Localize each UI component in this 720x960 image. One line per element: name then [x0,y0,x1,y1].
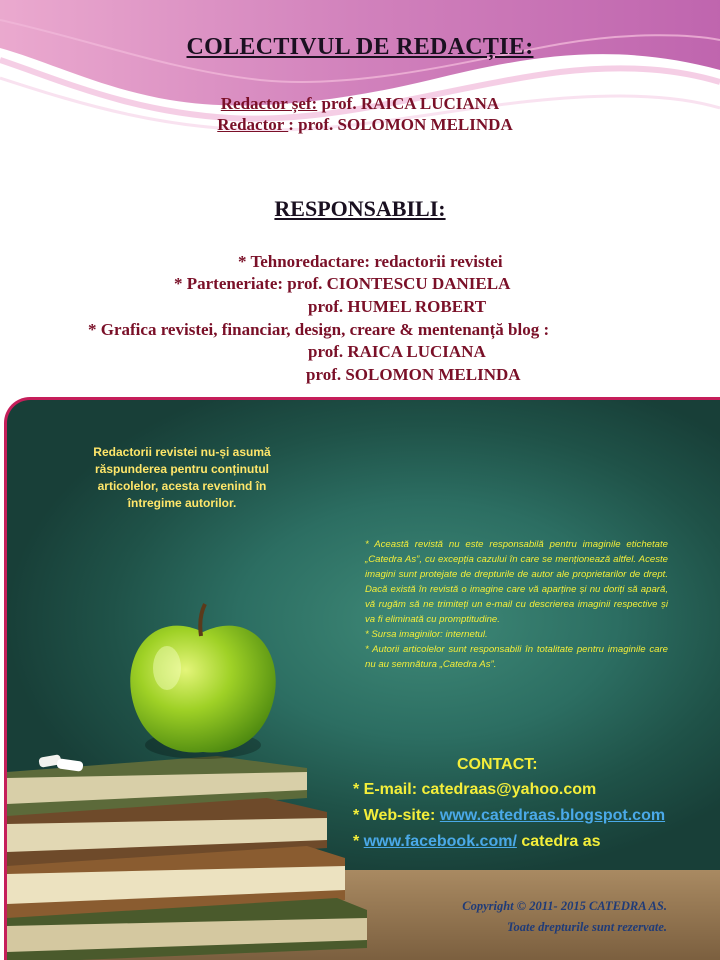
resp-line-parteneriate: * Parteneriate: prof. CIONTESCU DANIELA [174,274,511,293]
contact-email: * E-mail: catedraas@yahoo.com [353,781,597,798]
editor-name: : prof. SOLOMON MELINDA [288,115,513,134]
disclaimer-paragraph: * Sursa imaginilor: internetul. [365,629,488,640]
copyright [347,896,667,938]
disclaimer-left: Redactorii revistei nu-și asumă răspunderea pentru conținutul articolelor, acesta revenind în întregime autorilor. [93,445,271,510]
copyright-line: Copyright © 2011- 2015 CATEDRA AS. [462,899,667,913]
facebook-link[interactable]: www.facebook.com/ [363,833,517,850]
book-stack [7,756,367,960]
resp-line-grafica: * Grafica revistei, financiar, design, creare & mentenanță blog : [88,320,550,339]
facebook-prefix: * [353,833,364,850]
image-disclaimer [365,537,668,672]
chalkboard-panel [4,397,720,960]
editorial-team [0,93,720,135]
editor-chief-name: prof. RAICA LUCIANA [317,94,500,113]
disclaimer-paragraph: * Această revistă nu este responsabilă pentru imaginile etichetate „Catedra As”, cu excepția cazului în care se menționează altfel. Aceste imagini sunt protejate de drepturile de autor ale proprietarilor de drept. Dacă există în revistă o imagine care vă aparține și nu doriți să apară, vă rugăm să ne trimiteți un e-mail cu descrierea imaginii respective și va fi eliminată cu promptitudine. [365,539,668,625]
editor-line [10,114,720,135]
editor-role: Redactor [217,115,289,134]
apple [130,604,275,759]
page-title: COLECTIVUL DE REDACȚIE: [186,34,534,60]
contact-title: CONTACT: [457,756,538,773]
contact-facebook [353,829,713,855]
resp-line-tehnoredactare: * Tehnoredactare: redactorii revistei [238,252,503,271]
contact-website [353,803,713,829]
facebook-suffix: catedra as [516,833,601,850]
website-link[interactable]: www.catedraas.blogspot.com [439,807,666,824]
copyright-rights: Toate drepturile sunt rezervate. [507,920,667,934]
header [0,34,720,61]
disclaimer-paragraph: * Autorii articolelor sunt responsabili în totalitate pentru imaginile care nu au semnătura „Catedra As”. [365,644,668,670]
contact-section [353,753,713,855]
website-label: * Web-site: [353,807,440,824]
editor-chief-role: Redactor șef: [220,94,318,113]
responsabili-title: RESPONSABILI: [274,196,446,221]
resp-line-grafica-1: prof. RAICA LUCIANA [308,342,486,361]
resp-line-grafica-2: prof. SOLOMON MELINDA [306,365,521,384]
resp-line-partner-2: prof. HUMEL ROBERT [308,297,487,316]
editor-chief-line [0,93,720,114]
